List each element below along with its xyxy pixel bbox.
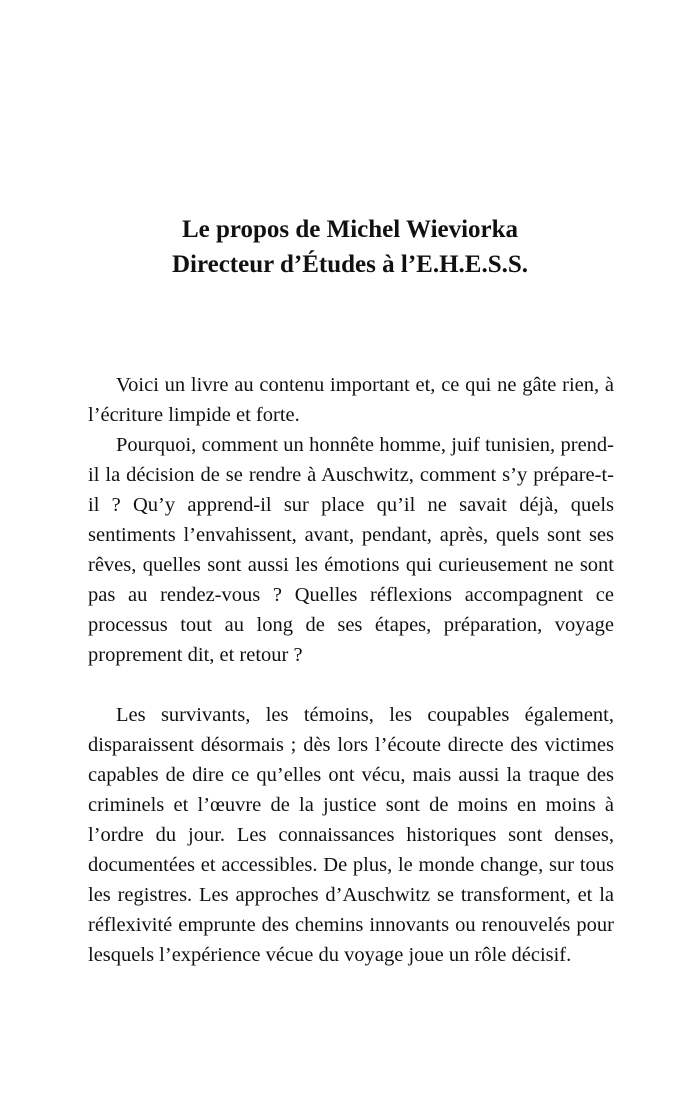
title-line-affiliation: Directeur d’Études à l’E.H.E.S.S. xyxy=(171,251,529,278)
paragraph-context: Les survivants, les témoins, les coupables également, disparaissent désormais ; dès lors l’écoute directe des victimes capables de dire ce qu’elles ont vécu, mais aussi la traque des criminels et l’œuvre de la justice sont de moins en moins à l’ordre du jour. Les connaissances historiques sont denses, documentées et accessibles. De plus, le monde change, sur tous les registres. Les approches d’Auschwitz se transforment, et la réflexivité emprunte des chemins innovants ou renouvelés pour lesquels l’expérience vécue du voyage joue un rôle décisif. xyxy=(88,704,614,966)
title-line-author: Le propos de Michel Wieviorka xyxy=(181,216,519,243)
body-text xyxy=(88,370,614,970)
paragraph-intro: Voici un livre au contenu important et, ce qui ne gâte rien, à l’écriture limpide et forte. xyxy=(88,374,614,426)
paragraph-questions: Pourquoi, comment un honnête homme, juif tunisien, prend-il la décision de se rendre à Auschwitz, comment s’y prépare-t-il ? Qu’y apprend-il sur place qu’il ne savait déjà, quels sentiments l’envahissent, avant, pendant, après, quels sont ses rêves, quelles sont aussi les émotions qui curieusement ne sont pas au rendez-vous ? Quelles réflexions accompagnent ce processus tout au long de ses étapes, préparation, voyage proprement dit, et retour ? xyxy=(88,434,614,666)
page-title xyxy=(0,212,700,282)
